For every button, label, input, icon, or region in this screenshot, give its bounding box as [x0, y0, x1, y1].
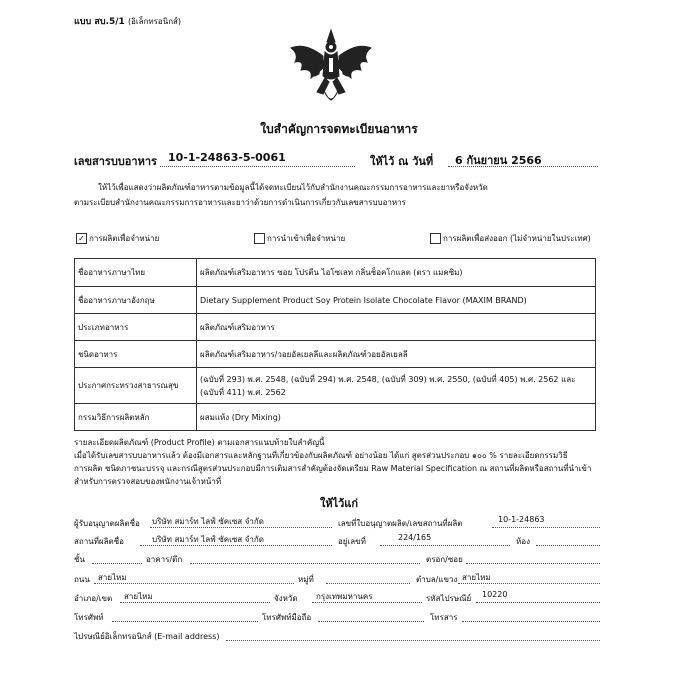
given-to-title: ให้ไว้แก่: [319, 497, 359, 510]
province-label: จังหวัด: [274, 594, 298, 603]
issue-label: ให้ไว้ ณ วันที่: [370, 155, 434, 168]
district-value: สายไหม: [124, 592, 153, 601]
subdistrict-label: ตำบล/แขวง: [416, 575, 458, 584]
document-title: ใบสำคัญการจดทะเบียนอาหาร: [260, 122, 418, 136]
intro-line-2: ตามระเบียบสำนักงานคณะกรรมการอาหารและยาว่าด้วยการดำเนินการเกี่ยวกับเลขสารบบอาหาร: [74, 198, 406, 207]
food-type-label: ชนิดอาหาร: [75, 341, 197, 368]
food-category-value: ผลิตภัณฑ์เสริมอาหาร: [197, 314, 596, 341]
mobile-label: โทรศัพท์มือถือ: [262, 613, 312, 622]
alley-label: ตรอก/ซอย: [426, 555, 463, 564]
purpose-import[interactable]: การนำเข้าเพื่อจำหน่าย: [254, 232, 345, 245]
building-label: อาคาร/ตึก: [146, 555, 183, 564]
road-label: ถนน: [74, 575, 90, 584]
road-value: สายไหม: [98, 573, 127, 582]
checkbox-checked-icon[interactable]: ✓: [76, 233, 87, 244]
province-value: กรุงเทพมหานคร: [316, 592, 373, 601]
place-value: บริษัท สมาร์ท ไลฟ์ ซัคเซส จำกัด: [152, 535, 264, 544]
form-code: แบบ สบ.5/1 (อิเล็กทรอนิกส์): [74, 17, 182, 27]
address-value: 224/165: [398, 533, 432, 542]
table-row: [75, 259, 596, 287]
garuda-emblem-icon: [285, 28, 377, 112]
moo-label: หมู่ที่: [298, 575, 314, 584]
table-row: [75, 368, 596, 404]
intro-line-1: ให้ไว้เพื่อแสดงว่าผลิตภัณฑ์อาหารตามข้อมูลนี้ได้จดทะเบียนไว้กับสำนักงานคณะกรรมการอาหารและยาหรือจังหวัด: [98, 183, 488, 192]
production-method-label: กรรมวิธีการผลิตหลัก: [75, 404, 197, 431]
thai-name-label: ชื่ออาหารภาษาไทย: [75, 259, 197, 287]
table-row: [75, 404, 596, 431]
food-category-label: ประเภทอาหาร: [75, 314, 197, 341]
english-name-label: ชื่ออาหารภาษาอังกฤษ: [75, 287, 197, 314]
floor-label: ชั้น: [74, 555, 85, 564]
purpose-export[interactable]: การผลิตเพื่อส่งออก (ไม่จำหน่ายในประเทศ): [430, 232, 591, 245]
checkbox-empty-icon[interactable]: [254, 233, 265, 244]
ministry-notification-label: ประกาศกระทรวงสาธารณสุข: [75, 368, 197, 404]
registration-number: 10-1-24863-5-0061: [168, 151, 286, 164]
table-row: [75, 287, 596, 314]
profile-line-2: เมื่อได้รับเลขสารบบอาหารแล้ว ต้องมีเอกสารและหลักฐานที่เกี่ยวข้องกับผลิตภัณฑ์ อย่างน้อย ได้แก่ สูตรส่วนประกอบ ๑๐๐ % รายละเอียดกรรมวิธี: [74, 451, 568, 460]
postcode-value: 10220: [482, 590, 508, 599]
registration-label: เลขสารบบอาหาร: [74, 155, 157, 168]
product-info-table: [74, 258, 596, 431]
profile-line-4: สำหรับการตรวจสอบของพนักงานเจ้าหน้าที่: [74, 477, 222, 486]
room-label: ห้อง: [516, 537, 530, 546]
thai-name-value: ผลิตภัณฑ์เสริมอาหาร ซอย โปรตีน ไอโซเลท กลิ่นช็อคโกแลต (ตรา แมคซิม): [197, 259, 596, 287]
license-no-label: เลขที่ใบอนุญาตผลิต/เลขสถานที่ผลิต: [338, 519, 463, 528]
email-label: ไปรษณีย์อิเล็กทรอนิกส์ (E-mail address): [74, 632, 220, 641]
postcode-label: รหัสไปรษณีย์: [426, 594, 472, 603]
fax-label: โทรสาร: [430, 613, 458, 622]
form-code-note: (อิเล็กทรอนิกส์): [127, 17, 182, 26]
address-label: อยู่เลขที่: [338, 537, 366, 546]
licensee-value: บริษัท สมาร์ท ไลฟ์ ซัคเซส จำกัด: [152, 517, 264, 526]
subdistrict-value: สายไหม: [462, 573, 491, 582]
licensee-label: ผู้รับอนุญาตผลิตชื่อ: [74, 519, 140, 528]
english-name-value: Dietary Supplement Product Soy Protein Isolate Chocolate Flavor (MAXIM BRAND): [197, 287, 596, 314]
issue-date: 6 กันยายน 2566: [455, 154, 542, 167]
production-method-value: ผสมแห้ง (Dry Mixing): [197, 404, 596, 431]
table-row: [75, 314, 596, 341]
ministry-notification-value: (ฉบับที่ 293) พ.ศ. 2548, (ฉบับที่ 294) พ.ศ. 2548, (ฉบับที่ 309) พ.ศ. 2550, (ฉบับที่ 405) พ.ศ. 2562 และ (ฉบับที่ 411) พ.ศ. 2562: [197, 368, 596, 404]
profile-line-1: รายละเอียดผลิตภัณฑ์ (Product Profile) ตามเอกสารแนบท้ายใบสำคัญนี้: [74, 438, 325, 447]
license-no-value: 10-1-24863: [498, 515, 545, 524]
place-label: สถานที่ผลิตชื่อ: [74, 537, 124, 546]
table-row: [75, 341, 596, 368]
food-type-value: ผลิตภัณฑ์เสริมอาหาร/วอยอัลเยลลีและผลิตภัณฑ์วอยอัลเยลลี: [197, 341, 596, 368]
checkbox-empty-icon[interactable]: [430, 233, 441, 244]
district-label: อำเภอ/เขต: [74, 594, 113, 603]
purpose-sale-production[interactable]: ✓ การผลิตเพื่อจำหน่าย: [76, 232, 159, 245]
profile-line-3: การผลิต ชนิดภาชนะบรรจุ และกรณีสูตรส่วนประกอบมีการเติมสารสำคัญต้องจัดเตรียม Raw Material Specification ณ สถานที่ผลิตหรือสถานที่นำเข้า: [74, 464, 592, 473]
phone-label: โทรศัพท์: [74, 613, 104, 622]
